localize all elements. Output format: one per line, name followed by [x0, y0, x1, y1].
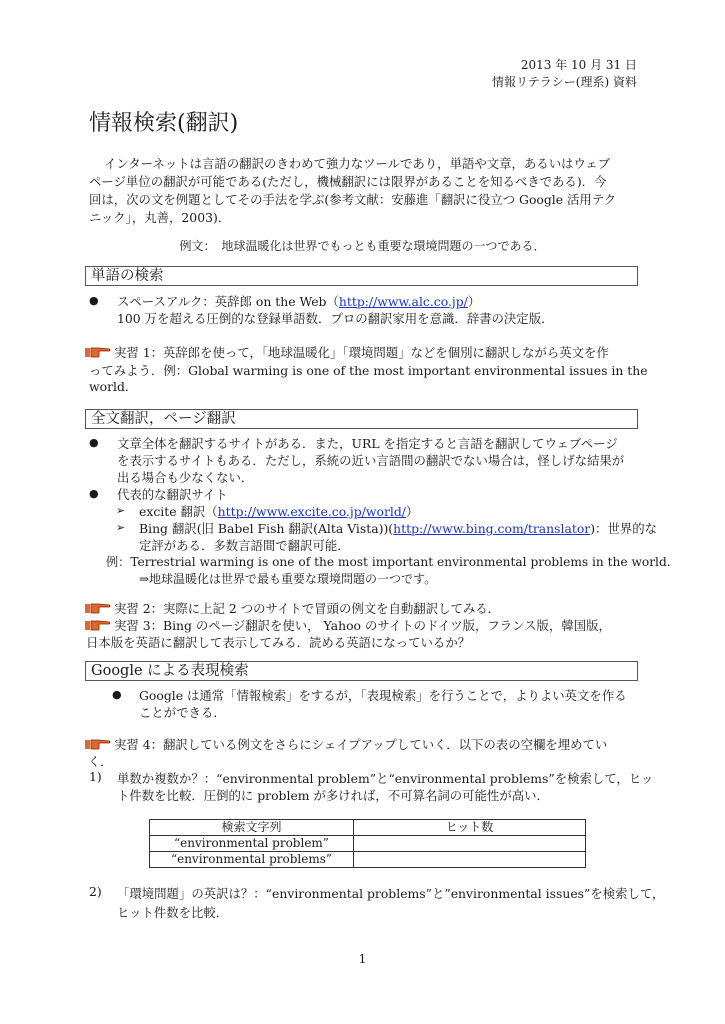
- table-header: ヒット数: [354, 820, 586, 836]
- intro-line: 回は，次の文を例題としてその手法を学ぶ(参考文献：安藤進「翻訳に役立つ Google 活用テク: [89, 192, 617, 207]
- table-cell: “environmental problem”: [150, 836, 354, 852]
- document-date: 2013 年 10 月 31 日: [520, 58, 637, 72]
- item-2-text: 「環境問題」の英訳は？：“environmental problems”と”environmental issues”を検索して，: [117, 886, 665, 901]
- bing-close: )：世界的な: [590, 521, 658, 536]
- example-sentence: 例文： 地球温暖化は世界でもっとも重要な環境問題の一つである．: [179, 239, 546, 253]
- alc-close: ）: [467, 294, 481, 309]
- pointing-hand-icon: [84, 737, 112, 751]
- excite-close: ）: [405, 504, 419, 519]
- excite-label: excite 翻訳（: [139, 504, 218, 519]
- bullet-text: 代表的な翻訳サイト: [117, 487, 228, 502]
- item-1-number: 1): [89, 769, 102, 784]
- bullet-dot-icon: ●: [89, 487, 99, 500]
- item-2-number: 2): [89, 884, 102, 899]
- page-number: 1: [358, 951, 367, 966]
- bullet-text: を表示するサイトもある．ただし，系統の近い言語間の翻訳でない場合は，怪しげな結果が: [117, 453, 625, 468]
- section-heading-google-search: Google による表現検索: [85, 661, 638, 681]
- pointing-hand-icon: [84, 618, 112, 632]
- site-bing: [139, 519, 657, 537]
- item-1-text: ト件数を比較．圧倒的に problem が多ければ，不可算名詞の可能性が高い．: [117, 788, 549, 803]
- bullet-dot-icon: ●: [89, 294, 99, 307]
- section-heading-full-translation: 全文翻訳，ページ翻訳: [85, 409, 638, 429]
- exercise-3-line: 日本版を英語に翻訳して表示してみる．読める英語になっているか？: [86, 635, 471, 650]
- pointing-hand-icon: [84, 601, 112, 615]
- table-header-row: [150, 820, 586, 836]
- bing-description: 定評がある．多数言語間で翻訳可能．: [139, 538, 350, 553]
- item-2-text: ヒット件数を比較．: [117, 905, 229, 920]
- course-label: 情報リテラシー(理系) 資料: [492, 75, 637, 89]
- translation-result: ⇒地球温暖化は世界で最も重要な環境問題の一つです。: [139, 572, 437, 586]
- bullet-dot-icon: ●: [112, 688, 122, 701]
- site-excite: [139, 502, 418, 520]
- exercise-2-text: 実習 2：実際に上記 2 つのサイトで冒頭の例文を自動翻訳してみる．: [114, 601, 501, 616]
- exercise-2: [84, 599, 500, 617]
- intro-line: ページ単位の翻訳が可能である(ただし，機械翻訳には限界があることを知るべきである)．今: [89, 174, 607, 189]
- intro-line: インターネットは言語の翻訳のきわめて強力なツールであり，単語や文章，あるいはウェブ: [104, 156, 611, 171]
- table-row: [150, 852, 586, 868]
- exercise-4-line: く．: [88, 754, 113, 769]
- google-bullet-text: ことができる．: [139, 705, 226, 720]
- alc-item: [117, 292, 480, 310]
- intro-line: ニック」，丸善，2003)．: [89, 210, 231, 225]
- bullet-text: 出る場合も少なくない．: [117, 470, 254, 485]
- pointing-hand-icon: [84, 345, 112, 359]
- exercise-4-text: 実習 4：翻訳している例文をさらにシェイプアップしていく．以下の表の空欄を埋めてい: [114, 737, 608, 752]
- exercise-1-text: 実習 1：英辞郎を使って，「地球温暖化」「環境問題」などを個別に翻訳しながら英文を作: [114, 345, 609, 360]
- table-cell: “environmental problems”: [150, 852, 354, 868]
- exercise-1-line: world.: [89, 379, 129, 394]
- bullet-icon: [89, 292, 99, 307]
- translation-example: 例：Terrestrial warming is one of the most important environmental problems in the world.: [106, 555, 671, 569]
- table-row: [150, 836, 586, 852]
- bullet-dot-icon: ●: [89, 436, 99, 449]
- page-title: 情報検索(翻訳): [89, 111, 239, 136]
- exercise-1-line: ってみよう．例：Global warming is one of the most important environmental issues in the: [89, 363, 648, 378]
- table-cell-empty[interactable]: [354, 836, 586, 852]
- google-bullet-text: Google は通常「情報検索」をするが，「表現検索」を行うことで，よりよい英文を作る: [139, 688, 627, 703]
- hit-count-table: [149, 819, 586, 868]
- exercise-3: [84, 616, 611, 634]
- bullet-text: 文章全体を翻訳するサイトがある．また，URL を指定すると言語を翻訳してウェブページ: [117, 436, 618, 451]
- arrow-bullet-icon: ➢: [116, 504, 126, 517]
- bing-link[interactable]: http://www.bing.com/translator: [393, 521, 591, 536]
- alc-label: スペースアルク：英辞郎 on the Web（: [117, 294, 339, 309]
- arrow-bullet-icon: ➢: [116, 521, 126, 534]
- bing-label: Bing 翻訳(旧 Babel Fish 翻訳(Alta Vista))(: [139, 521, 394, 536]
- section-heading-word-search: 単語の検索: [85, 266, 638, 286]
- alc-link[interactable]: http://www.alc.co.jp/: [338, 294, 468, 309]
- exercise-4: [84, 735, 607, 753]
- table-header: 検索文字列: [150, 820, 354, 836]
- exercise-3-text: 実習 3：Bing のページ翻訳を使い， Yahoo のサイトのドイツ版，フランス版，韓国版，: [114, 618, 611, 633]
- alc-description: 100 万を超える圧倒的な登録単語数．プロの翻訳家用を意識．辞書の決定版．: [117, 311, 554, 326]
- table-cell-empty[interactable]: [354, 852, 586, 868]
- item-1-text: 単数か複数か？：“environmental problem”と“environmental problems”を検索して，ヒッ: [117, 771, 654, 786]
- exercise-1: [84, 343, 609, 361]
- excite-link[interactable]: http://www.excite.co.jp/world/: [217, 504, 406, 519]
